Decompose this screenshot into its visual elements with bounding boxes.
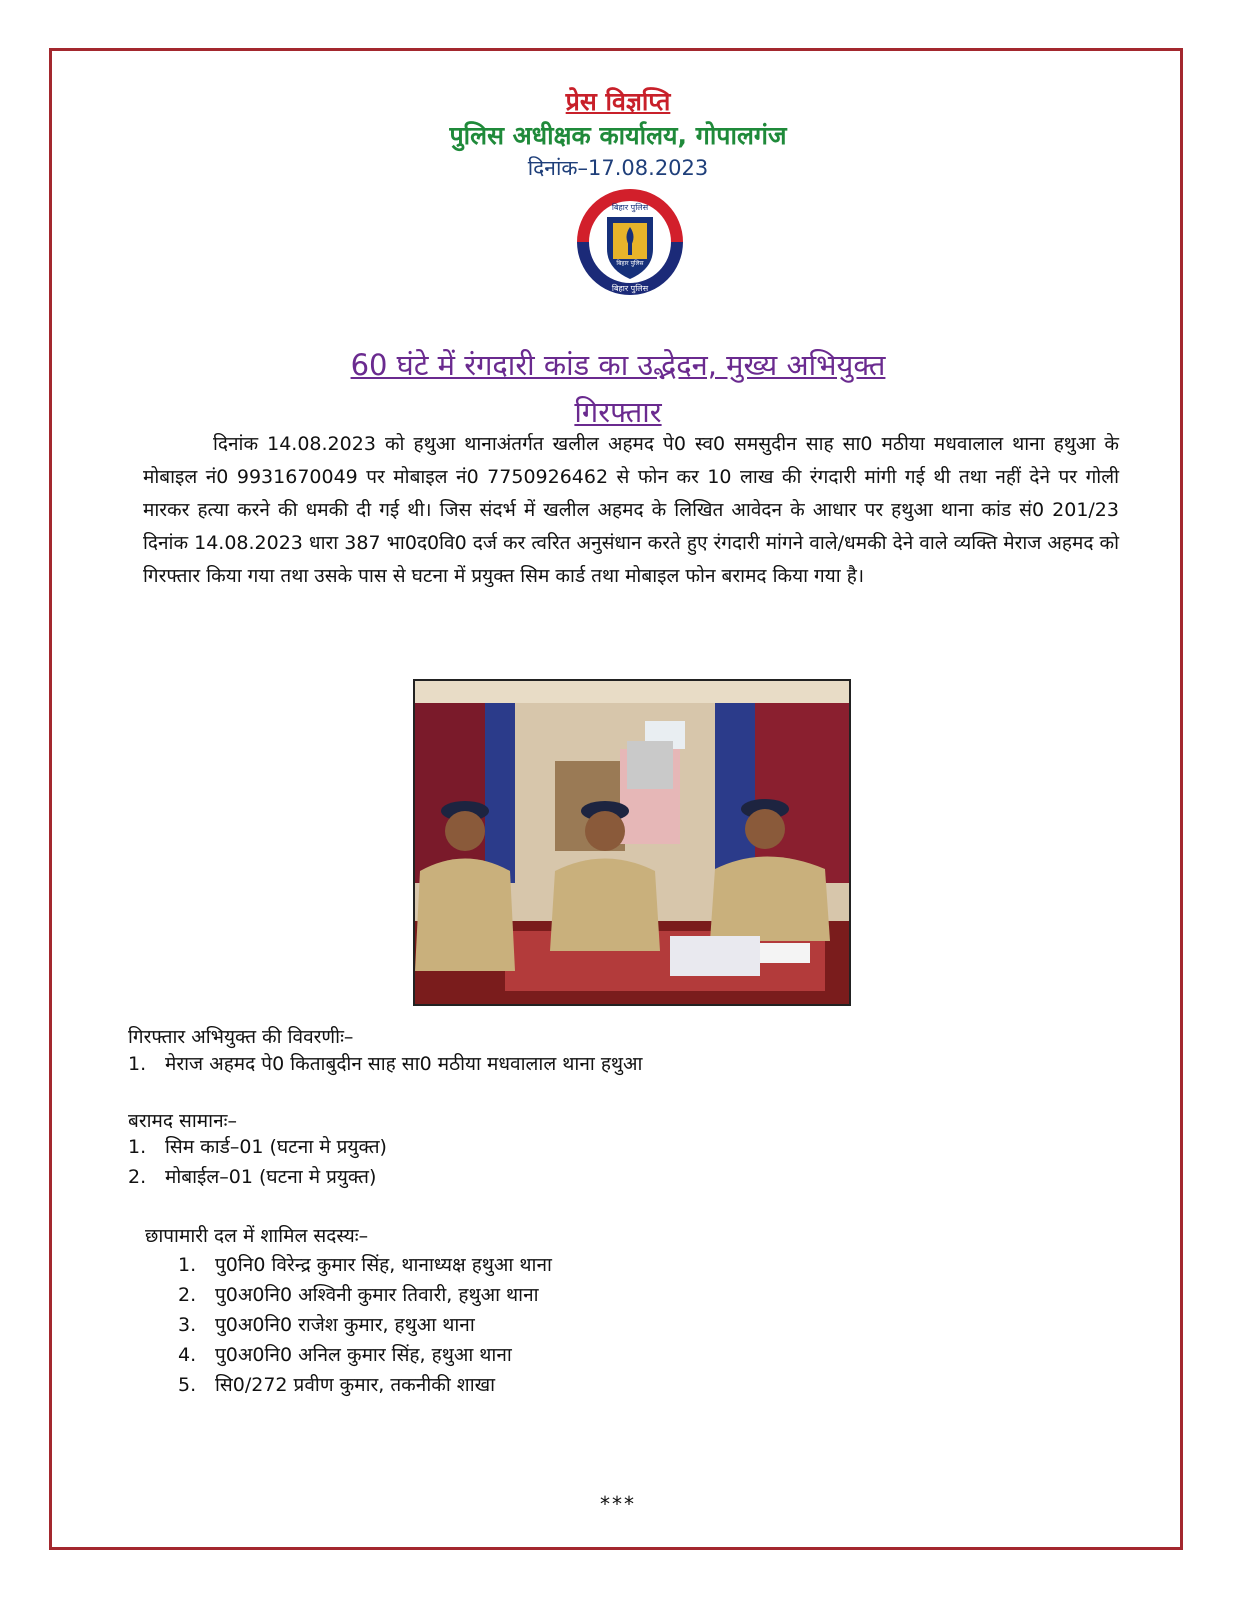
list-item-number: 3. — [178, 1314, 197, 1336]
list-item — [178, 1310, 552, 1340]
list-item — [178, 1280, 552, 1310]
list-item-text: मोबाईल–01 (घटना मे प्रयुक्त) — [165, 1166, 377, 1188]
list-item-number: 1. — [128, 1053, 147, 1075]
press-release-title: प्रेस विज्ञप्ति — [565, 87, 671, 116]
headline-line-2: गिरफ्तार — [574, 395, 662, 429]
bihar-police-emblem-icon — [575, 187, 685, 297]
list-item — [128, 1162, 387, 1192]
list-item-text: पु0नि0 विरेन्द्र कुमार सिंह, थानाध्यक्ष हथुआ थाना — [215, 1254, 552, 1276]
list-item-number: 1. — [128, 1136, 147, 1158]
recovered-list — [128, 1132, 387, 1192]
list-item-number: 4. — [178, 1344, 197, 1366]
logo-top-text: बिहार पुलिस — [611, 203, 649, 212]
raid-team-section-title: छापामारी दल में शामिल सदस्यः– — [145, 1225, 369, 1247]
list-item-number: 2. — [128, 1166, 147, 1188]
list-item-text: सिम कार्ड–01 (घटना मे प्रयुक्त) — [165, 1136, 387, 1158]
headline-line-1: 60 घंटे में रंगदारी कांड का उद्भेदन, मुख्य अभियुक्त — [350, 348, 886, 382]
logo-bottom-text: बिहार पुलिस — [611, 284, 649, 293]
list-item — [128, 1049, 642, 1079]
list-item-number: 1. — [178, 1254, 197, 1276]
press-photo — [413, 679, 851, 1006]
recovered-section-title: बरामद सामानः– — [128, 1110, 237, 1132]
list-item-text: पु0अ0नि0 राजेश कुमार, हथुआ थाना — [215, 1314, 475, 1336]
list-item-text: मेराज अहमद पे0 किताबुदीन साह सा0 मठीया मधवालाल थाना हथुआ — [165, 1053, 643, 1075]
list-item — [178, 1250, 552, 1280]
list-item-number: 5. — [178, 1374, 197, 1396]
list-item — [128, 1132, 387, 1162]
list-item — [178, 1370, 552, 1400]
list-item-text: पु0अ0नि0 अश्विनी कुमार तिवारी, हथुआ थाना — [215, 1284, 539, 1306]
arrested-section-title: गिरफ्तार अभियुक्त की विवरणीः– — [128, 1026, 354, 1048]
list-item-text: सि0/272 प्रवीण कुमार, तकनीकी शाखा — [215, 1374, 496, 1396]
logo-center-text: बिहार पुलिस — [616, 260, 644, 267]
release-date: दिनांक–17.08.2023 — [527, 156, 709, 180]
office-name: पुलिस अधीक्षक कार्यालय, गोपालगंज — [449, 121, 787, 150]
end-marker: *** — [600, 1492, 636, 1516]
arrested-list — [128, 1049, 642, 1079]
body-paragraph: दिनांक 14.08.2023 को हथुआ थानाअंतर्गत खलील अहमद पे0 स्व0 समसुदीन साह सा0 मठीया मधवालाल थाना हथुआ के मोबाइल नं0 9931670049 पर मोबाइल नं0 7750926462 से फोन कर 10 लाख की रंगदारी मांगी गई थी तथा नहीं देने पर गोली मारकर हत्या करने की धमकी दी गई थी। जिस संदर्भ में खलील अहमद के लिखित आवेदन के आधार पर हथुआ थाना कांड सं0 201/23 दिनांक 14.08.2023 धारा 387 भा0द0वि0 दर्ज कर त्वरित अनुसंधान करते हुए रंगदारी मांगने वाले/धमकी देने वाले व्यक्ति मेराज अहमद को गिरफ्तार किया गया तथा उसके पास से घटना में प्रयुक्त सिम कार्ड तथा मोबाइल फोन बरामद किया गया है। — [143, 433, 1120, 587]
police-officers-photo-illustration — [415, 681, 849, 1004]
list-item — [178, 1340, 552, 1370]
list-item-number: 2. — [178, 1284, 197, 1306]
list-item-text: पु0अ0नि0 अनिल कुमार सिंह, हथुआ थाना — [215, 1344, 512, 1366]
raid-team-list — [178, 1250, 552, 1400]
